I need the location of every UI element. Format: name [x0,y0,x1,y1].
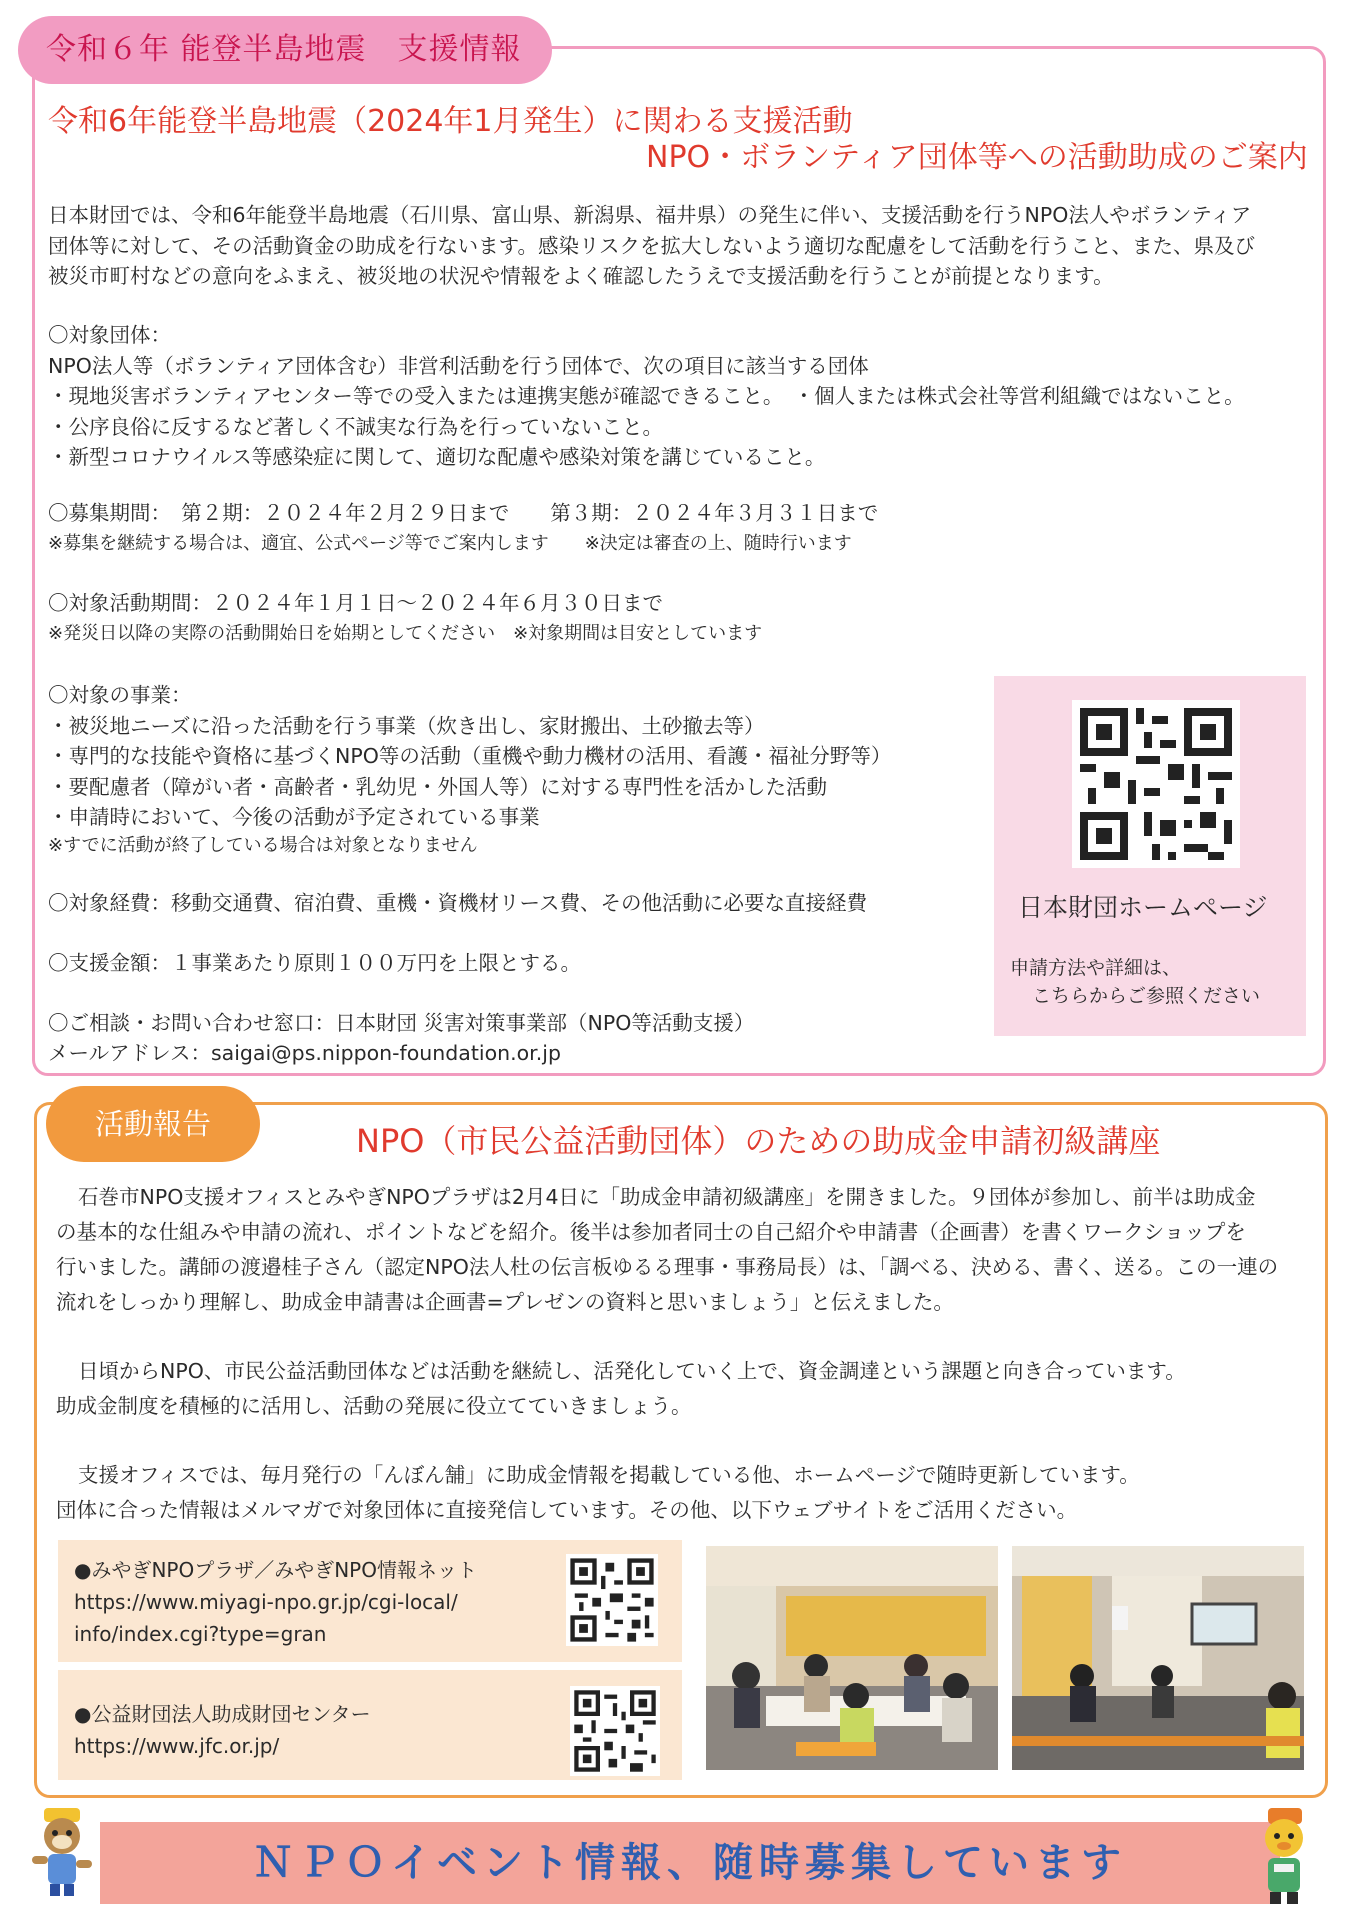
report-line: 石巻市NPO支援オフィスとみやぎNPOプラザは2月4日に「助成金申請初級講座」を開きました。９団体が参加し、前半は助成金 [78,1185,1256,1209]
activity-report-tab: 活動報告 [46,1086,260,1162]
workshop-photo-2 [1012,1546,1304,1770]
target-projects-line: ・要配慮者（障がい者・高齢者・乳幼児・外国人等）に対する専門性を活かした活動 [48,774,827,799]
miyagi-npo-qr-code[interactable] [566,1554,658,1646]
link-url[interactable]: https://www.miyagi-npo.gr.jp/cgi-local/ [74,1590,458,1614]
activity-period-note: ※発災日以降の実際の活動開始日を始期としてください ※対象期間は目安としています [48,623,763,644]
mascot-left-icon [30,1806,94,1898]
target-groups-block [48,320,1245,473]
report-line: 団体に合った情報はメルマガで対象団体に直接発信しています。その他、以下ウェブサイトをご活用ください。 [56,1498,1078,1522]
recruitment-period: 〇募集期間： 第２期：２０２４年２月２９日まで 第３期：２０２４年３月３１日まで [48,501,879,525]
homepage-note [1010,954,1260,1010]
report-paragraph-1 [56,1180,1278,1320]
target-projects-heading: 〇対象の事業： [48,683,192,707]
support-title-line1: 令和6年能登半島地震（2024年1月発生）に関わる支援活動 [48,104,853,139]
target-projects-line: ・申請時において、今後の活動が予定されている事業 [48,805,540,829]
link-miyagi[interactable] [74,1554,477,1650]
report-paragraph-3 [56,1458,1140,1528]
support-amount: 〇支援金額：１事業あたり原則１００万円を上限とする。 [48,951,581,975]
target-groups-line: ・新型コロナウイルス等感染症に関して、適切な配慮や感染対策を講じていること。 [48,445,826,469]
support-info-tab: 令和６年 能登半島地震 支援情報 [18,16,552,84]
link-jfc[interactable] [74,1698,371,1762]
event-info-banner-text: ＮＰＯイベント情報、随時募集しています [253,1840,1127,1886]
support-title-line2: NPO・ボランティア団体等への活動助成のご案内 [646,140,1308,175]
report-line: 支援オフィスでは、毎月発行の「んぼん舗」に助成金情報を掲載している他、ホームページで随時更新しています。 [78,1463,1140,1487]
link-name: ●みやぎNPOプラザ／みやぎNPO情報ネット [74,1558,477,1582]
contact-email[interactable]: メールアドレス：saigai@ps.nippon-foundation.or.jp [48,1041,561,1065]
target-projects-line: ・被災地ニーズに沿った活動を行う事業（炊き出し、家財搬出、土砂撤去等） [48,713,765,738]
target-projects-block [48,680,891,833]
target-groups-line: NPO法人等（ボランティア団体含む）非営利活動を行う団体で、次の項目に該当する団体 [48,353,869,378]
contact-window: 〇ご相談・お問い合わせ窓口：日本財団 災害対策事業部（NPO等活動支援） [48,1011,755,1035]
intro-line: 日本財団では、令和6年能登半島地震（石川県、富山県、新潟県、福井県）の発生に伴い、支援活動を行うNPO法人やボランティア [48,203,1252,227]
intro-line: 団体等に対して、その活動資金の助成を行ないます。感染リスクを拡大しないよう適切な配慮をして活動を行うこと、また、県及び [48,233,1256,258]
homepage-note-line: 申請方法や詳細は、 [1010,957,1182,979]
nippon-foundation-qr-code[interactable] [1072,700,1240,868]
report-line: 流れをしっかり理解し、助成金申請書は企画書=プレゼンの資料と思いましょう」と伝えました。 [56,1290,954,1314]
target-groups-line: ・現地災害ボランティアセンター等での受入または連携実態が確認できること。 ・個人または株式会社等営利組織ではないこと。 [48,384,1245,408]
activity-period: 〇対象活動期間：２０２４年１月１日～２０２４年６月３０日まで [48,591,663,615]
report-line: 日頃からNPO、市民公益活動団体などは活動を継続し、活発化していく上で、資金調達という課題と向き合っています。 [78,1359,1186,1383]
link-url[interactable]: info/index.cgi?type=gran [74,1622,327,1646]
homepage-label: 日本財団ホームページ [1018,893,1268,922]
report-line: 行いました。講師の渡邉桂子さん（認定NPO法人杜の伝言板ゆるる理事・事務局長）は、「調べる、決める、書く、送る。この一連の [56,1255,1279,1279]
target-projects-note: ※すでに活動が終了している場合は対象となりません [48,835,478,856]
recruitment-note: ※募集を継続する場合は、適宜、公式ページ等でご案内します ※決定は審査の上、随時行います [48,533,852,554]
eligible-expenses: 〇対象経費：移動交通費、宿泊費、重機・資機材リース費、その他活動に必要な直接経費 [48,891,867,915]
intro-line: 被災市町村などの意向をふまえ、被災地の状況や情報をよく確認したうえで支援活動を行うことが前提となります。 [48,264,1114,288]
target-groups-heading: 〇対象団体： [48,323,171,347]
workshop-photo-1 [706,1546,998,1770]
intro-paragraph [48,200,1255,292]
report-line: の基本的な仕組みや申請の流れ、ポイントなどを紹介。後半は参加者同士の自己紹介や申請書（企画書）を書くワークショップを [56,1220,1246,1244]
link-name: ●公益財団法人助成財団センター [74,1702,371,1726]
report-paragraph-2 [56,1354,1186,1424]
report-line: 助成金制度を積極的に活用し、活動の発展に役立てていきましょう。 [56,1394,692,1418]
mascot-right-icon [1252,1806,1316,1906]
homepage-note-line: こちらからご参照ください [1032,985,1261,1007]
target-groups-line: ・公序良俗に反するなど著しく不誠実な行為を行っていないこと。 [48,414,663,439]
activity-report-title: NPO（市民公益活動団体）のための助成金申請初級講座 [356,1122,1161,1160]
target-projects-line: ・専門的な技能や資格に基づくNPO等の活動（重機や動力機材の活用、看護・福祉分野等） [48,744,892,768]
link-url[interactable]: https://www.jfc.or.jp/ [74,1734,280,1758]
jfc-qr-code[interactable] [570,1686,660,1776]
